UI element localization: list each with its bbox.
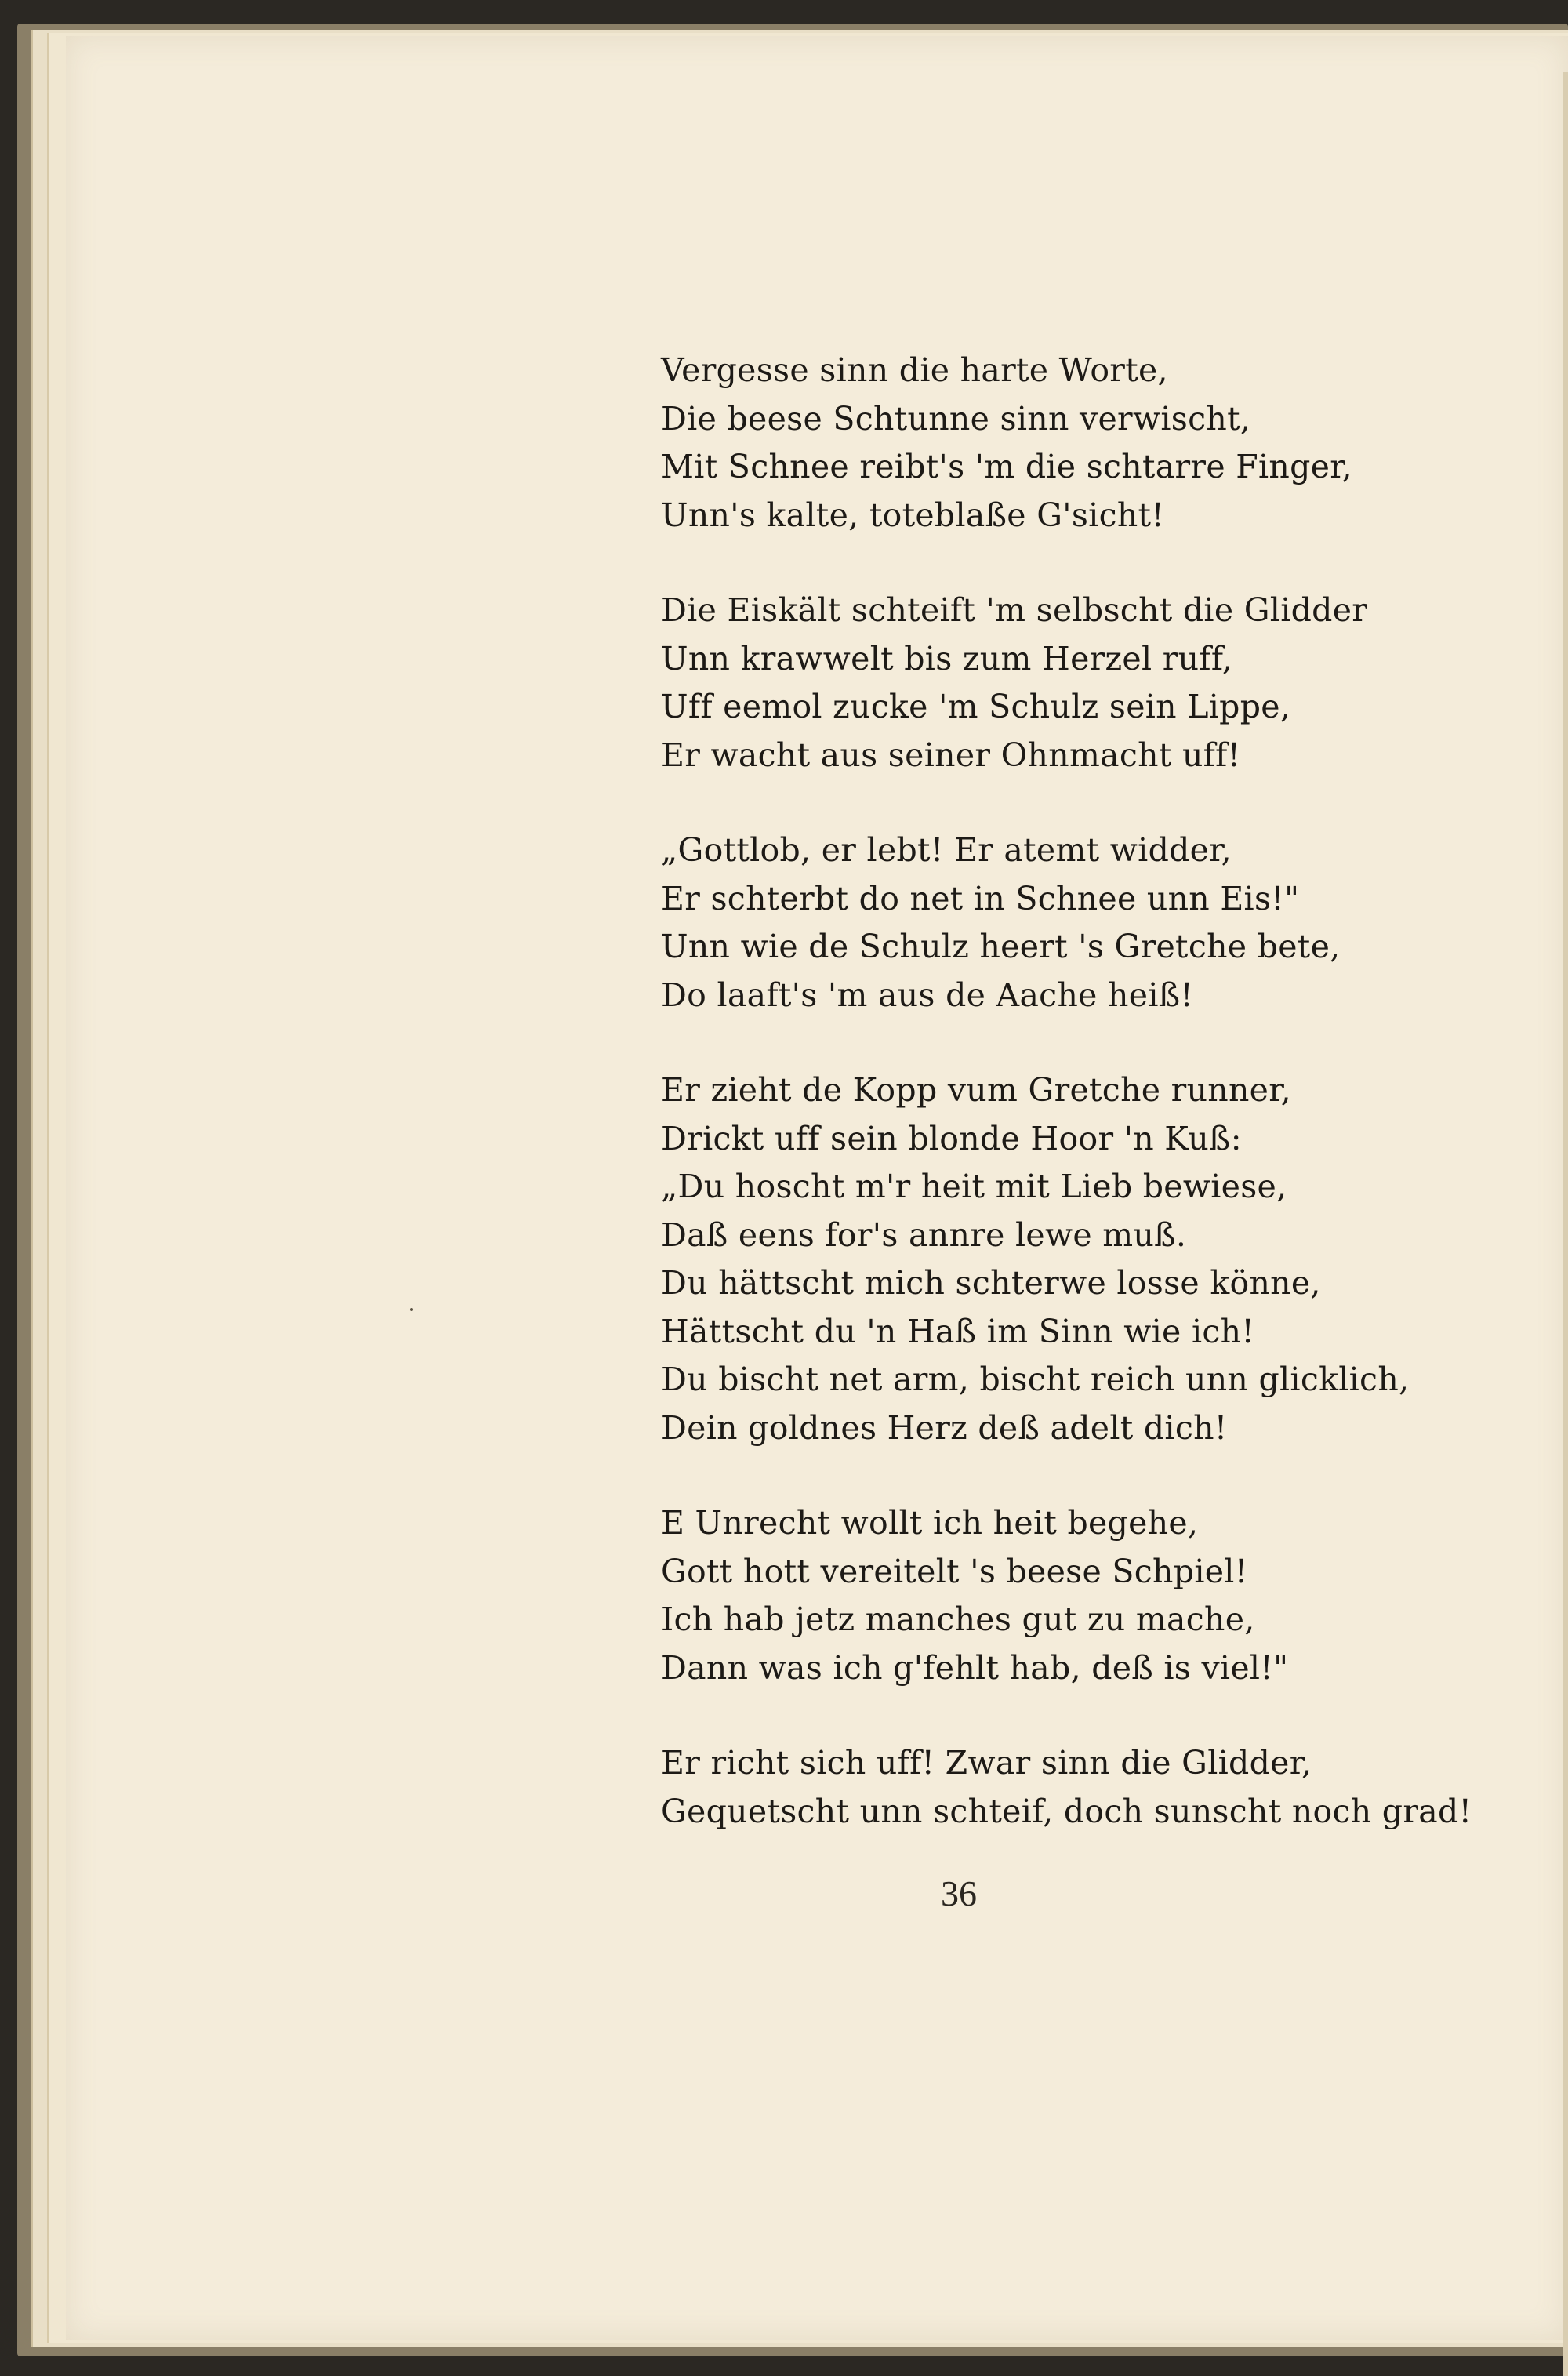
stanza-1 xyxy=(661,347,1445,540)
page-number: 36 xyxy=(941,1873,977,1913)
poem-line: Drickt uff sein blonde Hoor 'n Kuß: xyxy=(661,1119,1242,1157)
stanza-4 xyxy=(661,1066,1445,1452)
poem-line: Gott hott vereitelt 's beese Schpiel! xyxy=(661,1552,1248,1590)
poem-line: Er richt sich uff! Zwar sinn die Glidder, xyxy=(661,1744,1312,1782)
poem-line: „Du hoscht m'r heit mit Lieb bewiese, xyxy=(661,1168,1287,1205)
poem-line: Die Eiskält schteift 'm selbscht die Glidder xyxy=(661,591,1368,629)
stanza-5 xyxy=(661,1499,1445,1692)
poem-line: Unn wie de Schulz heert 's Gretche bete, xyxy=(661,928,1341,965)
poem-line: E Unrecht wollt ich heit begehe, xyxy=(661,1504,1199,1542)
poem-line: „Gottlob, er lebt! Er atemt widder, xyxy=(661,831,1232,869)
poem-line: Die beese Schtunne sinn verwischt, xyxy=(661,399,1251,438)
stanza-3 xyxy=(661,827,1445,1019)
poem-line: Unn krawwelt bis zum Herzel ruff, xyxy=(661,639,1233,678)
poem-line: Dein goldnes Herz deß adelt dich! xyxy=(661,1408,1228,1447)
poem-line: Er zieht de Kopp vum Gretche runner, xyxy=(661,1071,1291,1109)
poem-line: Hättscht du 'n Haß im Sinn wie ich! xyxy=(661,1312,1255,1350)
poem-line: Er schterbt do net in Schnee unn Eis!" xyxy=(661,879,1300,917)
poem-line: Du bischt net arm, bischt reich unn glicklich, xyxy=(661,1361,1410,1398)
stanza-6 xyxy=(661,1739,1472,1836)
poem-line: Er wacht aus seiner Ohnmacht uff! xyxy=(661,736,1241,774)
paper-speck xyxy=(410,1308,413,1311)
poem-line: Uff eemol zucke 'm Schulz sein Lippe, xyxy=(661,688,1291,725)
page-right-edge xyxy=(1563,72,1568,2376)
poem-line: Dann was ich g'fehlt hab, deß is viel!" xyxy=(661,1648,1289,1687)
poem-text xyxy=(661,347,1472,1883)
poem-line: Du hättscht mich schterwe losse könne, xyxy=(661,1264,1321,1302)
poem-line: Daß eens for's annre lewe muß. xyxy=(661,1215,1187,1254)
poem-line: Do laaft's 'm aus de Aache heiß! xyxy=(661,975,1194,1014)
stanza-2 xyxy=(661,587,1445,779)
poem-line: Unn's kalte, toteblaße G'sicht! xyxy=(661,496,1165,534)
poem-line: Vergesse sinn die harte Worte, xyxy=(661,351,1168,389)
poem-line: Mit Schnee reibt's 'm die schtarre Finger, xyxy=(661,448,1352,485)
poem-line: Ich hab jetz manches gut zu mache, xyxy=(661,1600,1255,1638)
poem-line: Gequetscht unn schteif, doch sunscht noch grad! xyxy=(661,1792,1472,1830)
